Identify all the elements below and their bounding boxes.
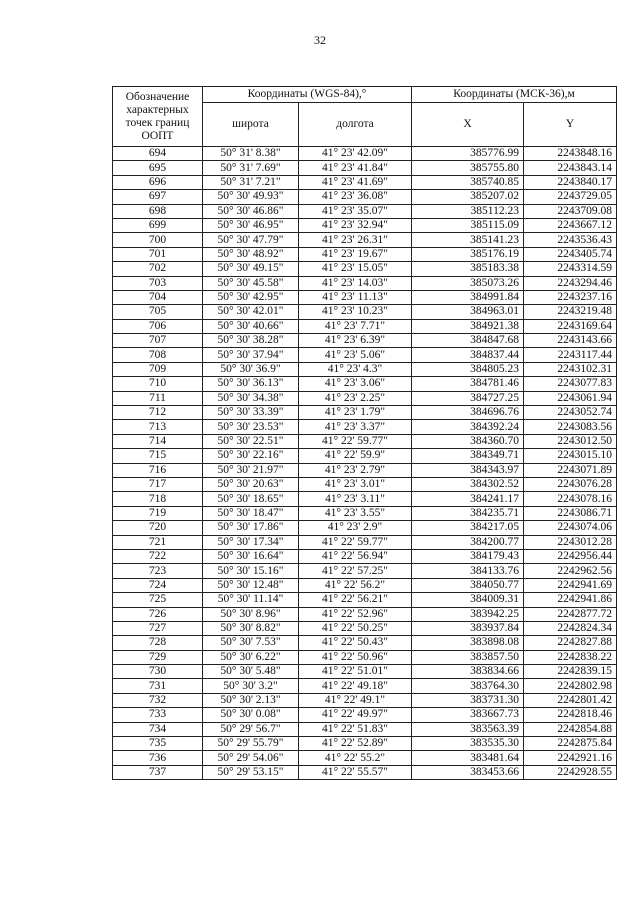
x-coordinate-cell: 385207.02 (412, 190, 524, 204)
latitude-cell: 50° 30' 49.15" (203, 262, 299, 276)
x-coordinate-cell: 384837.44 (412, 348, 524, 362)
y-coordinate-cell: 2243071.89 (524, 463, 617, 477)
y-coordinate-cell: 2243729.05 (524, 190, 617, 204)
y-coordinate-cell: 2242941.69 (524, 578, 617, 592)
y-coordinate-cell: 2242962.56 (524, 564, 617, 578)
table-row (113, 593, 617, 607)
y-coordinate-cell: 2243840.17 (524, 175, 617, 189)
longitude-cell: 41° 23' 35.07" (299, 204, 412, 218)
x-coordinate-cell: 384963.01 (412, 305, 524, 319)
latitude-cell: 50° 29' 55.79" (203, 737, 299, 751)
table-header (113, 87, 617, 147)
point-id-cell: 702 (113, 262, 203, 276)
y-coordinate-cell: 2243012.50 (524, 434, 617, 448)
longitude-cell: 41° 23' 2.25" (299, 391, 412, 405)
latitude-cell: 50° 30' 6.22" (203, 650, 299, 664)
table-row (113, 319, 617, 333)
longitude-cell: 41° 22' 50.43" (299, 636, 412, 650)
x-coordinate-cell: 383535.30 (412, 737, 524, 751)
latitude-cell: 50° 31' 7.21" (203, 175, 299, 189)
table-row (113, 204, 617, 218)
latitude-cell: 50° 29' 53.15" (203, 765, 299, 779)
longitude-cell: 41° 23' 4.3" (299, 362, 412, 376)
point-id-cell: 714 (113, 434, 203, 448)
point-id-cell: 730 (113, 665, 203, 679)
y-coordinate-cell: 2243012.28 (524, 535, 617, 549)
x-coordinate-cell: 384727.25 (412, 391, 524, 405)
latitude-cell: 50° 30' 12.48" (203, 578, 299, 592)
x-coordinate-cell: 384009.31 (412, 593, 524, 607)
latitude-cell: 50° 30' 16.64" (203, 549, 299, 563)
y-coordinate-cell: 2242827.88 (524, 636, 617, 650)
longitude-cell: 41° 22' 51.83" (299, 722, 412, 736)
point-id-cell: 709 (113, 362, 203, 376)
table-row (113, 391, 617, 405)
table-row (113, 607, 617, 621)
point-id-cell: 723 (113, 564, 203, 578)
latitude-cell: 50° 30' 17.86" (203, 521, 299, 535)
y-coordinate-cell: 2243169.64 (524, 319, 617, 333)
latitude-cell: 50° 30' 46.95" (203, 218, 299, 232)
x-coordinate-cell: 383764.30 (412, 679, 524, 693)
point-id-cell: 719 (113, 506, 203, 520)
table-row (113, 348, 617, 362)
longitude-cell: 41° 22' 52.89" (299, 737, 412, 751)
latitude-cell: 50° 30' 42.95" (203, 290, 299, 304)
y-coordinate-cell: 2243848.16 (524, 147, 617, 161)
latitude-cell: 50° 30' 22.51" (203, 434, 299, 448)
y-coordinate-cell: 2242941.86 (524, 593, 617, 607)
y-coordinate-cell: 2242818.46 (524, 708, 617, 722)
y-coordinate-cell: 2243102.31 (524, 362, 617, 376)
point-id-cell: 722 (113, 549, 203, 563)
x-coordinate-cell: 384217.05 (412, 521, 524, 535)
table-row (113, 406, 617, 420)
longitude-cell: 41° 22' 59.77" (299, 434, 412, 448)
header-msk-group: Координаты (МСК-36),м (412, 87, 617, 103)
latitude-cell: 50° 30' 2.13" (203, 693, 299, 707)
table-row (113, 218, 617, 232)
y-coordinate-cell: 2242921.16 (524, 751, 617, 765)
x-coordinate-cell: 385115.09 (412, 218, 524, 232)
x-coordinate-cell: 384696.76 (412, 406, 524, 420)
x-coordinate-cell: 385183.38 (412, 262, 524, 276)
longitude-cell: 41° 23' 3.55" (299, 506, 412, 520)
point-id-cell: 733 (113, 708, 203, 722)
latitude-cell: 50° 30' 8.96" (203, 607, 299, 621)
x-coordinate-cell: 384179.43 (412, 549, 524, 563)
longitude-cell: 41° 23' 26.31" (299, 233, 412, 247)
latitude-cell: 50° 30' 36.9" (203, 362, 299, 376)
longitude-cell: 41° 22' 56.94" (299, 549, 412, 563)
point-id-cell: 727 (113, 621, 203, 635)
latitude-cell: 50° 30' 45.58" (203, 276, 299, 290)
y-coordinate-cell: 2243086.71 (524, 506, 617, 520)
latitude-cell: 50° 30' 18.65" (203, 492, 299, 506)
table-row (113, 463, 617, 477)
x-coordinate-cell: 384343.97 (412, 463, 524, 477)
y-coordinate-cell: 2242854.88 (524, 722, 617, 736)
x-coordinate-cell: 383857.50 (412, 650, 524, 664)
point-id-cell: 729 (113, 650, 203, 664)
table-row (113, 765, 617, 779)
point-id-cell: 708 (113, 348, 203, 362)
longitude-cell: 41° 23' 15.05" (299, 262, 412, 276)
table-row (113, 147, 617, 161)
latitude-cell: 50° 30' 0.08" (203, 708, 299, 722)
longitude-cell: 41° 23' 2.9" (299, 521, 412, 535)
table-row (113, 708, 617, 722)
y-coordinate-cell: 2242956.44 (524, 549, 617, 563)
coordinates-table (112, 86, 617, 780)
point-id-cell: 699 (113, 218, 203, 232)
table-row (113, 521, 617, 535)
page-number: 32 (314, 33, 326, 47)
table-row (113, 665, 617, 679)
y-coordinate-cell: 2242875.84 (524, 737, 617, 751)
latitude-cell: 50° 30' 48.92" (203, 247, 299, 261)
table-row (113, 290, 617, 304)
table-row (113, 578, 617, 592)
latitude-cell: 50° 30' 7.53" (203, 636, 299, 650)
table-row (113, 693, 617, 707)
y-coordinate-cell: 2243083.56 (524, 420, 617, 434)
latitude-cell: 50° 30' 46.86" (203, 204, 299, 218)
x-coordinate-cell: 384133.76 (412, 564, 524, 578)
y-coordinate-cell: 2242824.34 (524, 621, 617, 635)
y-coordinate-cell: 2243314.59 (524, 262, 617, 276)
header-latitude: широта (203, 103, 299, 147)
longitude-cell: 41° 22' 49.1" (299, 693, 412, 707)
longitude-cell: 41° 22' 49.97" (299, 708, 412, 722)
table-row (113, 161, 617, 175)
point-id-cell: 713 (113, 420, 203, 434)
longitude-cell: 41° 23' 2.79" (299, 463, 412, 477)
point-id-cell: 732 (113, 693, 203, 707)
latitude-cell: 50° 30' 17.34" (203, 535, 299, 549)
point-id-cell: 703 (113, 276, 203, 290)
point-id-cell: 706 (113, 319, 203, 333)
table-row (113, 636, 617, 650)
x-coordinate-cell: 384991.84 (412, 290, 524, 304)
longitude-cell: 41° 23' 6.39" (299, 334, 412, 348)
point-id-cell: 734 (113, 722, 203, 736)
x-coordinate-cell: 384847.68 (412, 334, 524, 348)
point-id-cell: 726 (113, 607, 203, 621)
point-id-cell: 707 (113, 334, 203, 348)
x-coordinate-cell: 383898.08 (412, 636, 524, 650)
x-coordinate-cell: 383667.73 (412, 708, 524, 722)
latitude-cell: 50° 30' 20.63" (203, 477, 299, 491)
longitude-cell: 41° 23' 3.01" (299, 477, 412, 491)
table-row (113, 262, 617, 276)
table-row (113, 564, 617, 578)
longitude-cell: 41° 23' 41.69" (299, 175, 412, 189)
y-coordinate-cell: 2243061.94 (524, 391, 617, 405)
latitude-cell: 50° 30' 38.28" (203, 334, 299, 348)
point-id-cell: 731 (113, 679, 203, 693)
table-row (113, 175, 617, 189)
longitude-cell: 41° 22' 56.21" (299, 593, 412, 607)
x-coordinate-cell: 384235.71 (412, 506, 524, 520)
longitude-cell: 41° 22' 50.96" (299, 650, 412, 664)
table-row (113, 477, 617, 491)
table-row (113, 492, 617, 506)
y-coordinate-cell: 2242839.15 (524, 665, 617, 679)
x-coordinate-cell: 383937.84 (412, 621, 524, 635)
y-coordinate-cell: 2243667.12 (524, 218, 617, 232)
point-id-cell: 717 (113, 477, 203, 491)
y-coordinate-cell: 2243843.14 (524, 161, 617, 175)
latitude-cell: 50° 30' 21.97" (203, 463, 299, 477)
table-row (113, 190, 617, 204)
longitude-cell: 41° 23' 3.06" (299, 377, 412, 391)
latitude-cell: 50° 30' 8.82" (203, 621, 299, 635)
x-coordinate-cell: 385141.23 (412, 233, 524, 247)
longitude-cell: 41° 22' 50.25" (299, 621, 412, 635)
longitude-cell: 41° 22' 51.01" (299, 665, 412, 679)
y-coordinate-cell: 2243143.66 (524, 334, 617, 348)
y-coordinate-cell: 2243536.43 (524, 233, 617, 247)
table-body (113, 147, 617, 780)
longitude-cell: 41° 22' 59.77" (299, 535, 412, 549)
point-id-cell: 728 (113, 636, 203, 650)
x-coordinate-cell: 383563.39 (412, 722, 524, 736)
table-row (113, 305, 617, 319)
latitude-cell: 50° 30' 49.93" (203, 190, 299, 204)
x-coordinate-cell: 385112.23 (412, 204, 524, 218)
y-coordinate-cell: 2243076.28 (524, 477, 617, 491)
x-coordinate-cell: 384302.52 (412, 477, 524, 491)
x-coordinate-cell: 384200.77 (412, 535, 524, 549)
x-coordinate-cell: 385776.99 (412, 147, 524, 161)
x-coordinate-cell: 385073.26 (412, 276, 524, 290)
table-row (113, 420, 617, 434)
table-row (113, 535, 617, 549)
x-coordinate-cell: 384805.23 (412, 362, 524, 376)
latitude-cell: 50° 30' 37.94" (203, 348, 299, 362)
latitude-cell: 50° 30' 40.66" (203, 319, 299, 333)
y-coordinate-cell: 2243294.46 (524, 276, 617, 290)
table-row (113, 276, 617, 290)
longitude-cell: 41° 23' 3.11" (299, 492, 412, 506)
y-coordinate-cell: 2243117.44 (524, 348, 617, 362)
longitude-cell: 41° 22' 55.2" (299, 751, 412, 765)
latitude-cell: 50° 30' 5.48" (203, 665, 299, 679)
x-coordinate-cell: 383453.66 (412, 765, 524, 779)
point-id-cell: 718 (113, 492, 203, 506)
y-coordinate-cell: 2243015.10 (524, 449, 617, 463)
table-row (113, 434, 617, 448)
latitude-cell: 50° 30' 23.53" (203, 420, 299, 434)
header-x: X (412, 103, 524, 147)
longitude-cell: 41° 22' 59.9" (299, 449, 412, 463)
longitude-cell: 41° 23' 36.08" (299, 190, 412, 204)
point-id-cell: 716 (113, 463, 203, 477)
longitude-cell: 41° 22' 52.96" (299, 607, 412, 621)
table-row (113, 506, 617, 520)
point-id-cell: 721 (113, 535, 203, 549)
x-coordinate-cell: 385755.80 (412, 161, 524, 175)
y-coordinate-cell: 2243219.48 (524, 305, 617, 319)
point-id-cell: 736 (113, 751, 203, 765)
y-coordinate-cell: 2242802.98 (524, 679, 617, 693)
y-coordinate-cell: 2243709.08 (524, 204, 617, 218)
longitude-cell: 41° 23' 5.06" (299, 348, 412, 362)
latitude-cell: 50° 31' 7.69" (203, 161, 299, 175)
x-coordinate-cell: 384349.71 (412, 449, 524, 463)
table-row (113, 737, 617, 751)
longitude-cell: 41° 22' 56.2" (299, 578, 412, 592)
x-coordinate-cell: 384921.38 (412, 319, 524, 333)
table-row (113, 549, 617, 563)
latitude-cell: 50° 29' 56.7" (203, 722, 299, 736)
longitude-cell: 41° 23' 7.71" (299, 319, 412, 333)
point-id-cell: 698 (113, 204, 203, 218)
longitude-cell: 41° 23' 1.79" (299, 406, 412, 420)
table-row (113, 377, 617, 391)
point-id-cell: 704 (113, 290, 203, 304)
x-coordinate-cell: 383942.25 (412, 607, 524, 621)
x-coordinate-cell: 383731.30 (412, 693, 524, 707)
x-coordinate-cell: 383834.66 (412, 665, 524, 679)
y-coordinate-cell: 2243237.16 (524, 290, 617, 304)
x-coordinate-cell: 385176.19 (412, 247, 524, 261)
latitude-cell: 50° 29' 54.06" (203, 751, 299, 765)
table-row (113, 233, 617, 247)
y-coordinate-cell: 2243074.06 (524, 521, 617, 535)
point-id-cell: 710 (113, 377, 203, 391)
table-row (113, 362, 617, 376)
x-coordinate-cell: 384241.17 (412, 492, 524, 506)
x-coordinate-cell: 383481.64 (412, 751, 524, 765)
table-row (113, 449, 617, 463)
table-row (113, 679, 617, 693)
point-id-cell: 720 (113, 521, 203, 535)
longitude-cell: 41° 23' 10.23" (299, 305, 412, 319)
longitude-cell: 41° 23' 19.67" (299, 247, 412, 261)
x-coordinate-cell: 385740.85 (412, 175, 524, 189)
y-coordinate-cell: 2243077.83 (524, 377, 617, 391)
table-row (113, 334, 617, 348)
y-coordinate-cell: 2242838.22 (524, 650, 617, 664)
point-id-cell: 705 (113, 305, 203, 319)
latitude-cell: 50° 30' 22.16" (203, 449, 299, 463)
header-y: Y (524, 103, 617, 147)
point-id-cell: 737 (113, 765, 203, 779)
header-point-id: Обозначение характерных точек границ ООПТ (113, 87, 203, 147)
longitude-cell: 41° 23' 11.13" (299, 290, 412, 304)
point-id-cell: 711 (113, 391, 203, 405)
table-row (113, 621, 617, 635)
point-id-cell: 725 (113, 593, 203, 607)
point-id-cell: 735 (113, 737, 203, 751)
table-row (113, 722, 617, 736)
point-id-cell: 695 (113, 161, 203, 175)
latitude-cell: 50° 30' 18.47" (203, 506, 299, 520)
latitude-cell: 50° 30' 34.38" (203, 391, 299, 405)
latitude-cell: 50° 31' 8.38" (203, 147, 299, 161)
latitude-cell: 50° 30' 11.14" (203, 593, 299, 607)
y-coordinate-cell: 2243078.16 (524, 492, 617, 506)
latitude-cell: 50° 30' 36.13" (203, 377, 299, 391)
point-id-cell: 700 (113, 233, 203, 247)
point-id-cell: 712 (113, 406, 203, 420)
header-longitude: долгота (299, 103, 412, 147)
latitude-cell: 50° 30' 42.01" (203, 305, 299, 319)
point-id-cell: 701 (113, 247, 203, 261)
table-row (113, 247, 617, 261)
y-coordinate-cell: 2242928.55 (524, 765, 617, 779)
latitude-cell: 50° 30' 3.2" (203, 679, 299, 693)
point-id-cell: 696 (113, 175, 203, 189)
latitude-cell: 50° 30' 33.39" (203, 406, 299, 420)
x-coordinate-cell: 384781.46 (412, 377, 524, 391)
table-row (113, 650, 617, 664)
latitude-cell: 50° 30' 15.16" (203, 564, 299, 578)
header-wgs-group: Координаты (WGS-84),° (203, 87, 412, 103)
longitude-cell: 41° 22' 57.25" (299, 564, 412, 578)
y-coordinate-cell: 2243052.74 (524, 406, 617, 420)
longitude-cell: 41° 23' 42.09" (299, 147, 412, 161)
point-id-cell: 715 (113, 449, 203, 463)
y-coordinate-cell: 2243405.74 (524, 247, 617, 261)
point-id-cell: 724 (113, 578, 203, 592)
longitude-cell: 41° 23' 14.03" (299, 276, 412, 290)
longitude-cell: 41° 23' 41.84" (299, 161, 412, 175)
x-coordinate-cell: 384050.77 (412, 578, 524, 592)
table-row (113, 751, 617, 765)
longitude-cell: 41° 23' 32.94" (299, 218, 412, 232)
longitude-cell: 41° 23' 3.37" (299, 420, 412, 434)
latitude-cell: 50° 30' 47.79" (203, 233, 299, 247)
y-coordinate-cell: 2242877.72 (524, 607, 617, 621)
longitude-cell: 41° 22' 55.57" (299, 765, 412, 779)
point-id-cell: 697 (113, 190, 203, 204)
y-coordinate-cell: 2242801.42 (524, 693, 617, 707)
x-coordinate-cell: 384392.24 (412, 420, 524, 434)
longitude-cell: 41° 22' 49.18" (299, 679, 412, 693)
x-coordinate-cell: 384360.70 (412, 434, 524, 448)
point-id-cell: 694 (113, 147, 203, 161)
